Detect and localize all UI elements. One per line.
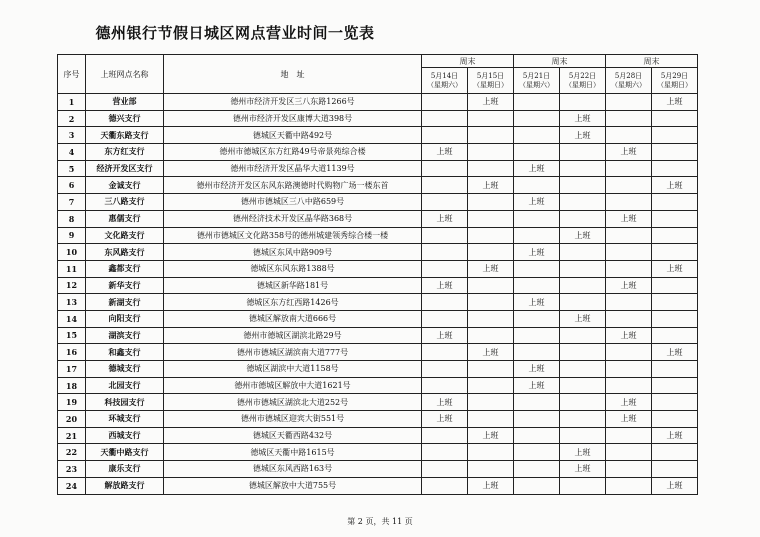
weekday-label: （星期六）: [427, 80, 462, 89]
on-duty-cell: 上班: [422, 327, 468, 344]
table-row: [58, 294, 698, 311]
empty-cell: [468, 327, 514, 344]
empty-cell: [606, 477, 652, 494]
branch-name: 文化路支行: [86, 227, 164, 244]
row-number: 17: [58, 361, 86, 378]
empty-cell: [422, 361, 468, 378]
branch-address: 德州市经济开发区康博大道398号: [164, 110, 422, 127]
empty-cell: [652, 394, 698, 411]
empty-cell: [652, 294, 698, 311]
empty-cell: [560, 194, 606, 211]
on-duty-cell: 上班: [652, 260, 698, 277]
schedule-table: [57, 54, 698, 495]
header-weekend: 周末: [422, 55, 514, 68]
branch-address: 德州市德城区文化路358号的德州城建领秀综合楼一楼: [164, 227, 422, 244]
date-header: [468, 68, 514, 94]
empty-cell: [560, 177, 606, 194]
date-header: [606, 68, 652, 94]
empty-cell: [652, 411, 698, 428]
on-duty-cell: 上班: [606, 394, 652, 411]
date-label: 5月14日: [430, 71, 459, 80]
branch-name: 金诚支行: [86, 177, 164, 194]
empty-cell: [514, 394, 560, 411]
empty-cell: [422, 177, 468, 194]
empty-cell: [560, 327, 606, 344]
table-row: [58, 227, 698, 244]
empty-cell: [606, 177, 652, 194]
empty-cell: [560, 244, 606, 261]
empty-cell: [468, 160, 514, 177]
branch-address: 德州市德城区东方红路49号帝景苑综合楼: [164, 144, 422, 161]
row-number: 11: [58, 260, 86, 277]
table-row: [58, 327, 698, 344]
on-duty-cell: 上班: [606, 411, 652, 428]
branch-address: 德城区天衢中路492号: [164, 127, 422, 144]
empty-cell: [468, 194, 514, 211]
date-header: [652, 68, 698, 94]
empty-cell: [468, 394, 514, 411]
page-footer: 第 2 页，共 11 页: [347, 517, 413, 526]
empty-cell: [560, 361, 606, 378]
row-number: 5: [58, 160, 86, 177]
empty-cell: [652, 327, 698, 344]
row-number: 8: [58, 210, 86, 227]
page-title: 德州银行节假日城区网点营业时间一览表: [95, 24, 375, 42]
empty-cell: [560, 411, 606, 428]
empty-cell: [468, 277, 514, 294]
empty-cell: [514, 177, 560, 194]
empty-cell: [606, 377, 652, 394]
row-number: 24: [58, 477, 86, 494]
empty-cell: [468, 411, 514, 428]
on-duty-cell: 上班: [514, 294, 560, 311]
header-address: 地 址: [164, 55, 422, 94]
branch-address: 德城区东风西路163号: [164, 461, 422, 478]
empty-cell: [468, 110, 514, 127]
empty-cell: [468, 294, 514, 311]
empty-cell: [652, 377, 698, 394]
branch-name: 环城支行: [86, 411, 164, 428]
empty-cell: [606, 310, 652, 327]
table-row: [58, 477, 698, 494]
on-duty-cell: 上班: [514, 160, 560, 177]
branch-address: 德城区天衢中路1615号: [164, 444, 422, 461]
branch-name: 东风路支行: [86, 244, 164, 261]
empty-cell: [514, 144, 560, 161]
empty-cell: [652, 127, 698, 144]
empty-cell: [514, 227, 560, 244]
empty-cell: [422, 94, 468, 111]
branch-address: 德城区东风中路909号: [164, 244, 422, 261]
empty-cell: [422, 160, 468, 177]
row-number: 18: [58, 377, 86, 394]
empty-cell: [652, 310, 698, 327]
empty-cell: [652, 277, 698, 294]
empty-cell: [422, 110, 468, 127]
row-number: 15: [58, 327, 86, 344]
empty-cell: [514, 344, 560, 361]
empty-cell: [514, 277, 560, 294]
on-duty-cell: 上班: [560, 444, 606, 461]
on-duty-cell: 上班: [560, 227, 606, 244]
branch-address: 德州市德城区湖滨北路29号: [164, 327, 422, 344]
empty-cell: [560, 344, 606, 361]
on-duty-cell: 上班: [652, 427, 698, 444]
empty-cell: [514, 110, 560, 127]
empty-cell: [606, 344, 652, 361]
branch-name: 向阳支行: [86, 310, 164, 327]
branch-address: 德城区东风东路1388号: [164, 260, 422, 277]
table-row: [58, 427, 698, 444]
on-duty-cell: 上班: [422, 210, 468, 227]
empty-cell: [514, 477, 560, 494]
empty-cell: [422, 444, 468, 461]
row-number: 12: [58, 277, 86, 294]
empty-cell: [652, 160, 698, 177]
on-duty-cell: 上班: [468, 477, 514, 494]
empty-cell: [468, 377, 514, 394]
empty-cell: [560, 294, 606, 311]
empty-cell: [652, 444, 698, 461]
weekday-label: （星期日）: [657, 80, 692, 89]
empty-cell: [560, 394, 606, 411]
branch-name: 和鑫支行: [86, 344, 164, 361]
empty-cell: [652, 461, 698, 478]
table-row: [58, 110, 698, 127]
branch-name: 天衢中路支行: [86, 444, 164, 461]
on-duty-cell: 上班: [652, 477, 698, 494]
table-row: [58, 210, 698, 227]
branch-address: 德城区新华路181号: [164, 277, 422, 294]
weekday-label: （星期日）: [473, 80, 508, 89]
on-duty-cell: 上班: [560, 110, 606, 127]
date-label: 5月21日: [522, 71, 551, 80]
header-branch: 上班网点名称: [86, 55, 164, 94]
row-number: 7: [58, 194, 86, 211]
on-duty-cell: 上班: [560, 461, 606, 478]
empty-cell: [468, 361, 514, 378]
empty-cell: [422, 461, 468, 478]
on-duty-cell: 上班: [422, 277, 468, 294]
empty-cell: [652, 210, 698, 227]
row-number: 6: [58, 177, 86, 194]
row-number: 22: [58, 444, 86, 461]
row-number: 2: [58, 110, 86, 127]
date-label: 5月15日: [476, 71, 505, 80]
table-row: [58, 361, 698, 378]
empty-cell: [468, 310, 514, 327]
weekday-label: （星期日）: [565, 80, 600, 89]
branch-name: 解放路支行: [86, 477, 164, 494]
empty-cell: [652, 244, 698, 261]
empty-cell: [560, 477, 606, 494]
header-weekend: 周末: [514, 55, 606, 68]
branch-address: 德州市经济开发区晶华大道1139号: [164, 160, 422, 177]
branch-name: 新华支行: [86, 277, 164, 294]
branch-name: 科技园支行: [86, 394, 164, 411]
empty-cell: [422, 244, 468, 261]
branch-address: 德州市经济开发区三八东路1266号: [164, 94, 422, 111]
empty-cell: [468, 461, 514, 478]
empty-cell: [560, 160, 606, 177]
empty-cell: [514, 327, 560, 344]
empty-cell: [560, 377, 606, 394]
empty-cell: [606, 127, 652, 144]
on-duty-cell: 上班: [468, 344, 514, 361]
empty-cell: [422, 194, 468, 211]
on-duty-cell: 上班: [652, 177, 698, 194]
empty-cell: [606, 194, 652, 211]
header-weekend: 周末: [606, 55, 698, 68]
empty-cell: [560, 277, 606, 294]
branch-name: 惠儒支行: [86, 210, 164, 227]
empty-cell: [606, 260, 652, 277]
empty-cell: [652, 194, 698, 211]
empty-cell: [468, 144, 514, 161]
table-row: [58, 160, 698, 177]
empty-cell: [514, 260, 560, 277]
empty-cell: [514, 94, 560, 111]
on-duty-cell: 上班: [468, 427, 514, 444]
row-number: 9: [58, 227, 86, 244]
table-row: [58, 177, 698, 194]
empty-cell: [560, 210, 606, 227]
row-number: 1: [58, 94, 86, 111]
branch-name: 天衢东路支行: [86, 127, 164, 144]
empty-cell: [652, 144, 698, 161]
table-row: [58, 394, 698, 411]
branch-address: 德州市德城区解放中大道1621号: [164, 377, 422, 394]
branch-address: 德州市经济开发区东风东路澳德时代购物广场一楼东首: [164, 177, 422, 194]
table-row: [58, 194, 698, 211]
branch-address: 德城区湖滨中大道1158号: [164, 361, 422, 378]
date-header: [514, 68, 560, 94]
table-row: [58, 444, 698, 461]
branch-address: 德州经济技术开发区晶华路368号: [164, 210, 422, 227]
empty-cell: [422, 127, 468, 144]
row-number: 20: [58, 411, 86, 428]
row-number: 23: [58, 461, 86, 478]
branch-name: 三八路支行: [86, 194, 164, 211]
on-duty-cell: 上班: [468, 260, 514, 277]
row-number: 16: [58, 344, 86, 361]
empty-cell: [422, 477, 468, 494]
table-row: [58, 461, 698, 478]
on-duty-cell: 上班: [422, 411, 468, 428]
row-number: 3: [58, 127, 86, 144]
empty-cell: [606, 94, 652, 111]
empty-cell: [468, 244, 514, 261]
empty-cell: [422, 344, 468, 361]
row-number: 19: [58, 394, 86, 411]
empty-cell: [468, 444, 514, 461]
empty-cell: [514, 310, 560, 327]
date-header: [422, 68, 468, 94]
branch-address: 德城区东方红西路1426号: [164, 294, 422, 311]
date-label: 5月22日: [568, 71, 597, 80]
branch-name: 康乐支行: [86, 461, 164, 478]
table-row: [58, 94, 698, 111]
on-duty-cell: 上班: [514, 194, 560, 211]
empty-cell: [606, 461, 652, 478]
weekday-label: （星期六）: [611, 80, 646, 89]
empty-cell: [560, 144, 606, 161]
on-duty-cell: 上班: [606, 210, 652, 227]
empty-cell: [468, 210, 514, 227]
table-row: [58, 144, 698, 161]
empty-cell: [652, 110, 698, 127]
branch-name: 东方红支行: [86, 144, 164, 161]
table-row: [58, 377, 698, 394]
on-duty-cell: 上班: [468, 94, 514, 111]
empty-cell: [606, 444, 652, 461]
empty-cell: [514, 444, 560, 461]
branch-address: 德州市德城区湖滨南大道777号: [164, 344, 422, 361]
branch-name: 营业部: [86, 94, 164, 111]
branch-address: 德州市德城区迎宾大街551号: [164, 411, 422, 428]
row-number: 14: [58, 310, 86, 327]
empty-cell: [422, 294, 468, 311]
on-duty-cell: 上班: [606, 327, 652, 344]
branch-address: 德城区解放中大道755号: [164, 477, 422, 494]
empty-cell: [652, 227, 698, 244]
empty-cell: [468, 127, 514, 144]
empty-cell: [560, 260, 606, 277]
empty-cell: [514, 210, 560, 227]
on-duty-cell: 上班: [652, 94, 698, 111]
empty-cell: [606, 294, 652, 311]
weekday-label: （星期六）: [519, 80, 554, 89]
on-duty-cell: 上班: [606, 277, 652, 294]
on-duty-cell: 上班: [514, 361, 560, 378]
row-number: 4: [58, 144, 86, 161]
branch-address: 德城区天衢西路432号: [164, 427, 422, 444]
empty-cell: [514, 427, 560, 444]
empty-cell: [652, 361, 698, 378]
on-duty-cell: 上班: [514, 377, 560, 394]
branch-address: 德城区解放南大道666号: [164, 310, 422, 327]
empty-cell: [606, 227, 652, 244]
empty-cell: [606, 110, 652, 127]
row-number: 10: [58, 244, 86, 261]
table-row: [58, 344, 698, 361]
on-duty-cell: 上班: [652, 344, 698, 361]
date-label: 5月29日: [660, 71, 689, 80]
branch-name: 德兴支行: [86, 110, 164, 127]
table-row: [58, 244, 698, 261]
empty-cell: [422, 377, 468, 394]
date-label: 5月28日: [614, 71, 643, 80]
empty-cell: [422, 227, 468, 244]
branch-address: 德州市德城区湖滨北大道252号: [164, 394, 422, 411]
table-row: [58, 411, 698, 428]
empty-cell: [468, 227, 514, 244]
table-row: [58, 260, 698, 277]
on-duty-cell: 上班: [560, 127, 606, 144]
row-number: 13: [58, 294, 86, 311]
empty-cell: [606, 160, 652, 177]
table-row: [58, 127, 698, 144]
branch-name: 新湖支行: [86, 294, 164, 311]
empty-cell: [560, 94, 606, 111]
on-duty-cell: 上班: [422, 394, 468, 411]
empty-cell: [422, 310, 468, 327]
branch-name: 经济开发区支行: [86, 160, 164, 177]
on-duty-cell: 上班: [560, 310, 606, 327]
empty-cell: [422, 427, 468, 444]
on-duty-cell: 上班: [468, 177, 514, 194]
branch-name: 德城支行: [86, 361, 164, 378]
branch-name: 湖滨支行: [86, 327, 164, 344]
empty-cell: [514, 411, 560, 428]
empty-cell: [514, 127, 560, 144]
empty-cell: [514, 461, 560, 478]
on-duty-cell: 上班: [422, 144, 468, 161]
table-row: [58, 310, 698, 327]
empty-cell: [560, 427, 606, 444]
branch-name: 北园支行: [86, 377, 164, 394]
branch-name: 西城支行: [86, 427, 164, 444]
empty-cell: [606, 427, 652, 444]
empty-cell: [606, 244, 652, 261]
on-duty-cell: 上班: [606, 144, 652, 161]
header-num: 序号: [58, 55, 86, 94]
empty-cell: [422, 260, 468, 277]
on-duty-cell: 上班: [514, 244, 560, 261]
row-number: 21: [58, 427, 86, 444]
empty-cell: [606, 361, 652, 378]
date-header: [560, 68, 606, 94]
table-row: [58, 277, 698, 294]
branch-address: 德州市德城区三八中路659号: [164, 194, 422, 211]
branch-name: 鑫都支行: [86, 260, 164, 277]
